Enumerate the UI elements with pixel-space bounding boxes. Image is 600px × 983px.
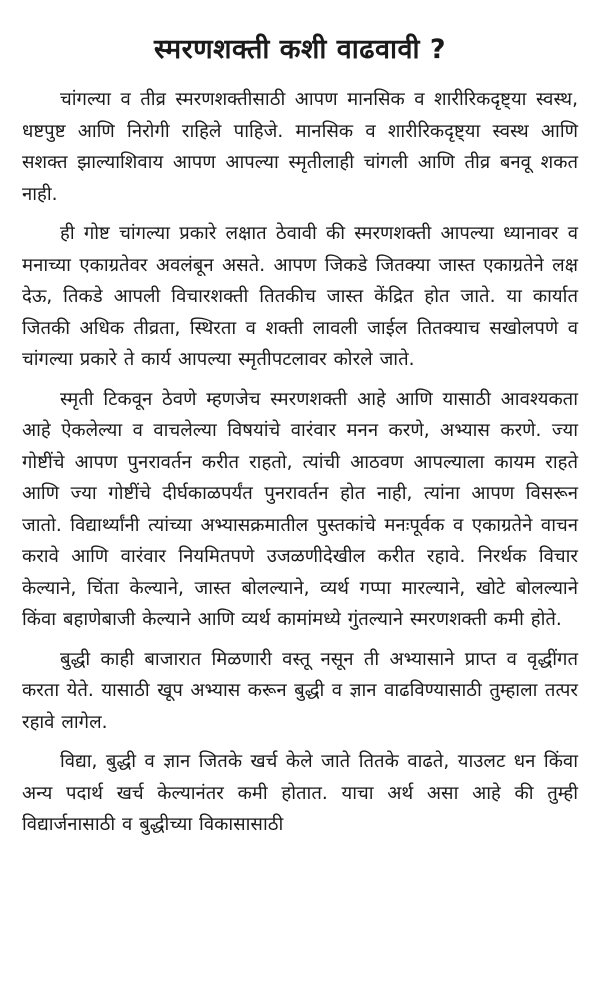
page-title: स्मरणशक्ती कशी वाढवावी ? <box>153 34 447 65</box>
paragraph: स्मृती टिकवून ठेवणे म्हणजेच स्मरणशक्ती आहे आणि यासाठी आवश्यकता आहे ऐकलेल्या व वाचलेल्या विषयांचे वारंवार मनन करणे, अभ्यास करणे. ज्या गोष्टींचे आपण पुनरावर्तन करीत राहतो, त्यांची आठवण आपल्याला कायम राहते आणि ज्या गोष्टींचे दीर्घकाळपर्यंत पुनरावर्तन होत नाही, त्यांना आपण विसरून जातो. विद्यार्थ्यांनी त्यांच्या अभ्यासक्रमातील पुस्तकांचे मनःपूर्वक व एकाग्रतेने वाचन करावे आणि वारंवार नियमितपणे उजळणीदेखील करीत रहावे. निरर्थक विचार केल्याने, चिंता केल्याने, जास्त बोलल्याने, व्यर्थ गप्पा मारल्याने, खोटे बोलल्याने किंवा बहाणेबाजी केल्याने आणि व्यर्थ कामांमध्ये गुंतल्याने स्मरणशक्ती कमी होते. <box>22 388 578 631</box>
paragraph: चांगल्या व तीव्र स्मरणशक्तीसाठी आपण मानसिक व शारीरिकदृष्ट्या स्वस्थ, धष्टपुष्ट आणि निरोगी राहिले पाहिजे. मानसिक व शारीरिकदृष्ट्या स्वस्थ आणि सशक्त झाल्याशिवाय आपण आपल्या स्मृतीलाही चांगली आणि तीव्र बनवू शकत नाही. <box>22 89 578 205</box>
paragraph: विद्या, बुद्धी व ज्ञान जितके खर्च केले जाते तितके वाढते, याउलट धन किंवा अन्य पदार्थ खर्च केल्यानंतर कमी होतात. याचा अर्थ असा आहे की तुम्ही विद्यार्जनासाठी व बुद्धीच्या विकासासाठी <box>22 751 578 836</box>
paragraph: बुद्धी काही बाजारात मिळणारी वस्तू नसून ती अभ्यासाने प्राप्त व वृद्धींगत करता येते. यासाठी खूप अभ्यास करून बुद्धी व ज्ञान वाढविण्यासाठी तुम्हाला तत्पर रहावे लागेल. <box>22 648 578 733</box>
paragraph: ही गोष्ट चांगल्या प्रकारे लक्षात ठेवावी की स्मरणशक्ती आपल्या ध्यानावर व मनाच्या एकाग्रतेवर अवलंबून असते. आपण जिकडे जितक्या जास्त एकाग्रतेने लक्ष देऊ, तिकडे आपली विचारशक्ती तितकीच जास्त केंद्रित होत जाते. या कार्यात जितकी अधिक तीव्रता, स्थिरता व शक्ती लावली जाईल तितक्याच सखोलपणे व चांगल्या प्रकारे ते कार्य आपल्या स्मृतीपटलावर कोरले जाते. <box>22 223 578 371</box>
